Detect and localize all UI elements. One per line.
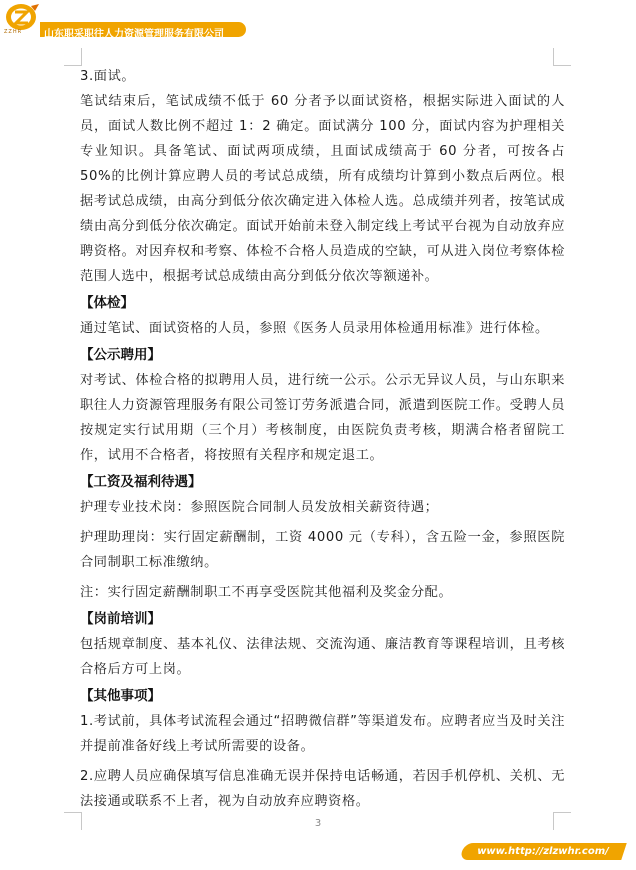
logo-subtext: ZZHR [4, 29, 23, 35]
company-logo-icon [4, 2, 42, 32]
section-heading: 【其他事项】 [80, 688, 161, 704]
paragraph: 通过笔试、面试资格的人员，参照《医务人员录用体检通用标准》进行体检。 [80, 321, 549, 336]
paragraph: 笔试结束后，笔试成绩不低于 60 分者予以面试资格，根据实际进入面试的人员，面试人数比例不超过 1：2 确定。面试满分 100 分，面试内容为护理相关专业知识。具备笔试、面试两项成绩，且面试成绩高于 60 分者，可按各占 50%的比例计算应聘人员的考试总成绩，所有成绩均计算到小数点后两位。根据考试总成绩，由高分到低分依次确定进入体检人选。总成绩并列者，按笔试成绩由高分到低分依次确定。面试开始前未登入制定线上考试平台视为自动放弃应聘资格。对因弃权和考察、体检不合格人员造成的空缺，可从进入岗位考察体检范围人选中，根据考试总成绩由高分到低分依次等额递补。 [80, 94, 565, 284]
section-heading: 【工资及福利待遇】 [80, 474, 202, 490]
paragraph: 包括规章制度、基本礼仪、法律法规、交流沟通、廉洁教育等课程培训，且考核合格后方可上岗。 [80, 637, 565, 677]
page-header [0, 0, 636, 40]
document-body [80, 64, 565, 814]
paragraph: 对考试、体检合格的拟聘用人员，进行统一公示。公示无异议人员，与山东职来职往人力资源管理服务有限公司签订劳务派遣合同，派遣到医院工作。受聘人员按规定实行试用期（三个月）考核制度，由医院负责考核，期满合格者留院工作，试用不合格者，将按照有关程序和规定退工。 [80, 373, 565, 463]
paragraph: 1.考试前，具体考试流程会通过“招聘微信群”等渠道发布。应聘者应当及时关注并提前准备好线上考试所需要的设备。 [80, 714, 565, 754]
paragraph: 2.应聘人员应确保填写信息准确无误并保持电话畅通，若因手机停机、关机、无法接通或联系不上者，视为自动放弃应聘资格。 [80, 769, 565, 809]
page-number: 3 [314, 818, 322, 829]
section-heading: 【公示聘用】 [80, 347, 161, 363]
section-heading: 【岗前培训】 [80, 611, 161, 627]
paragraph: 护理助理岗：实行固定薪酬制，工资 4000 元（专科），含五险一金，参照医院合同制职工标准缴纳。 [80, 530, 565, 570]
company-name: 山东职采职往人力资源管理服务有限公司 [44, 29, 224, 40]
paragraph: 3.面试。 [80, 69, 136, 84]
website-banner [459, 843, 627, 860]
paragraph: 护理专业技术岗：参照医院合同制人员发放相关薪资待遇； [80, 500, 439, 515]
company-banner [40, 22, 246, 40]
section-heading: 【体检】 [80, 295, 134, 311]
paragraph: 注：实行固定薪酬制职工不再享受医院其他福利及奖金分配。 [80, 585, 453, 600]
website-url: www.http://zlzwhr.com/ [477, 846, 609, 857]
